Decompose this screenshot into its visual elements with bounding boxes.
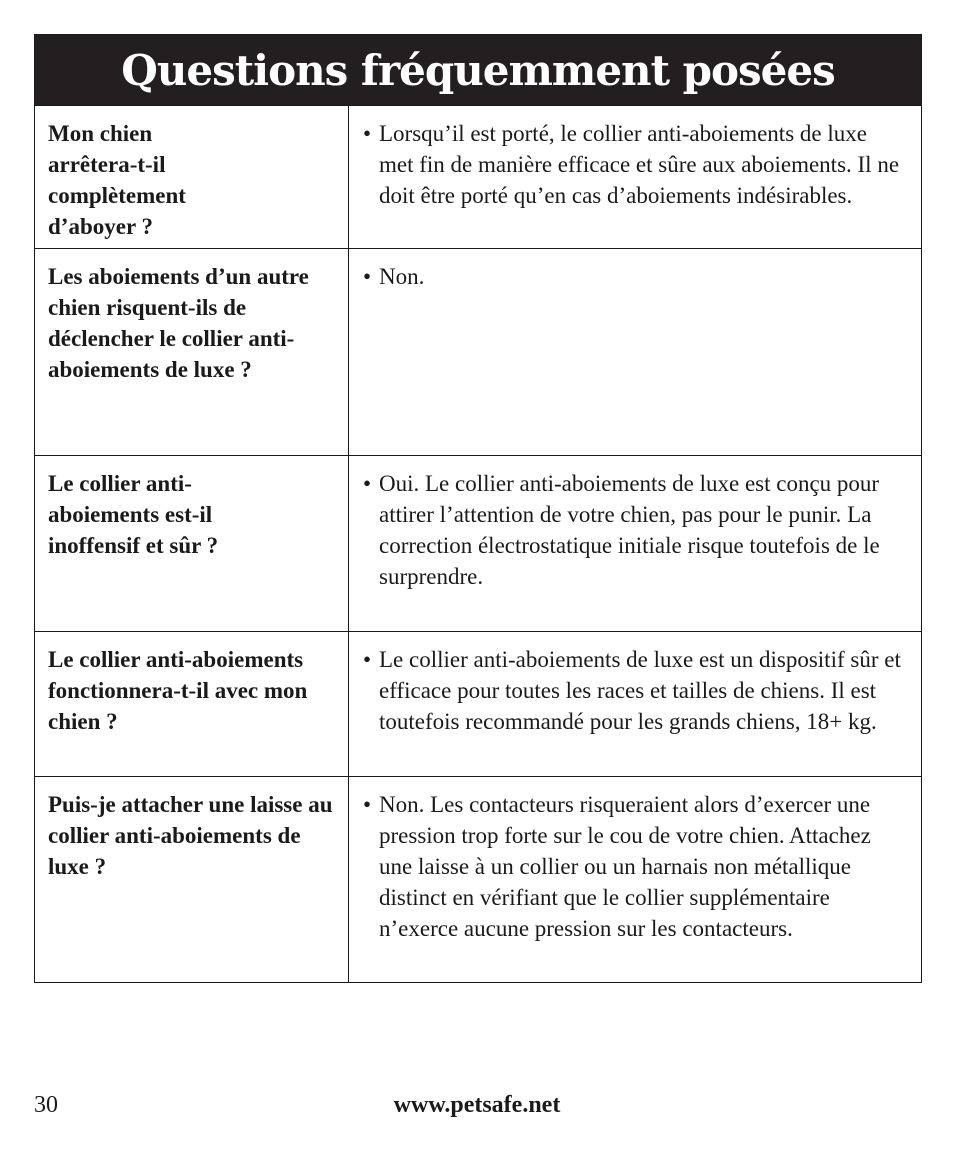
- faq-answer: [349, 632, 921, 776]
- faq-row: [35, 105, 921, 248]
- faq-answer-text: Lorsqu’il est porté, le collier anti-aboiements de luxe met fin de manière efficace et sûre aux aboiements. Il ne doit être porté qu’en cas d’aboiements indésirables.: [379, 121, 900, 208]
- faq-answer-text: Non.: [379, 264, 425, 289]
- bullet-icon: •: [363, 792, 372, 817]
- faq-answer: [349, 777, 921, 982]
- faq-answer-text: Le collier anti-aboiements de luxe est un dispositif sûr et efficace pour toutes les races et tailles de chiens. Il est toutefois recommandé pour les grands chiens, 18+ kg.: [379, 647, 901, 734]
- page-number: 30: [34, 1092, 58, 1118]
- faq-question: Le collier anti-aboiements est-il inoffensif et sûr ?: [35, 456, 349, 631]
- bullet-icon: •: [363, 471, 372, 496]
- faq-row: [35, 776, 921, 982]
- faq-answer-text: Oui. Le collier anti-aboiements de luxe est conçu pour attirer l’attention de votre chien, pas pour le punir. La correction électrostatique initiale risque toutefois de le surprendre.: [379, 471, 880, 589]
- faq-answer-text: Non. Les contacteurs risqueraient alors d’exercer une pression trop forte sur le cou de votre chien. Attachez une laisse à un collier ou un harnais non métallique distinct en vérifiant que le collier supplémentaire n’exerce aucune pression sur les contacteurs.: [379, 792, 871, 941]
- faq-table: [34, 34, 922, 983]
- faq-row: [35, 248, 921, 455]
- faq-answer: [349, 456, 921, 631]
- faq-answer: [349, 249, 921, 455]
- page-title: Questions fréquemment posées: [121, 45, 835, 95]
- faq-question: Les aboiements d’un autre chien risquent-ils de déclencher le collier anti-aboiements de luxe ?: [35, 249, 349, 455]
- faq-row: [35, 455, 921, 631]
- bullet-icon: •: [363, 264, 372, 289]
- website-url: www.petsafe.net: [393, 1092, 561, 1118]
- faq-question: Mon chien arrêtera-t-il complètement d’aboyer ?: [35, 106, 349, 248]
- bullet-icon: •: [363, 647, 372, 672]
- faq-answer: [349, 106, 921, 248]
- faq-question: Le collier anti-aboiements fonctionnera-t-il avec mon chien ?: [35, 632, 349, 776]
- bullet-icon: •: [363, 121, 372, 146]
- faq-question: Puis-je attacher une laisse au collier anti-aboiements de luxe ?: [35, 777, 349, 982]
- faq-row: [35, 631, 921, 776]
- faq-header: [35, 35, 921, 105]
